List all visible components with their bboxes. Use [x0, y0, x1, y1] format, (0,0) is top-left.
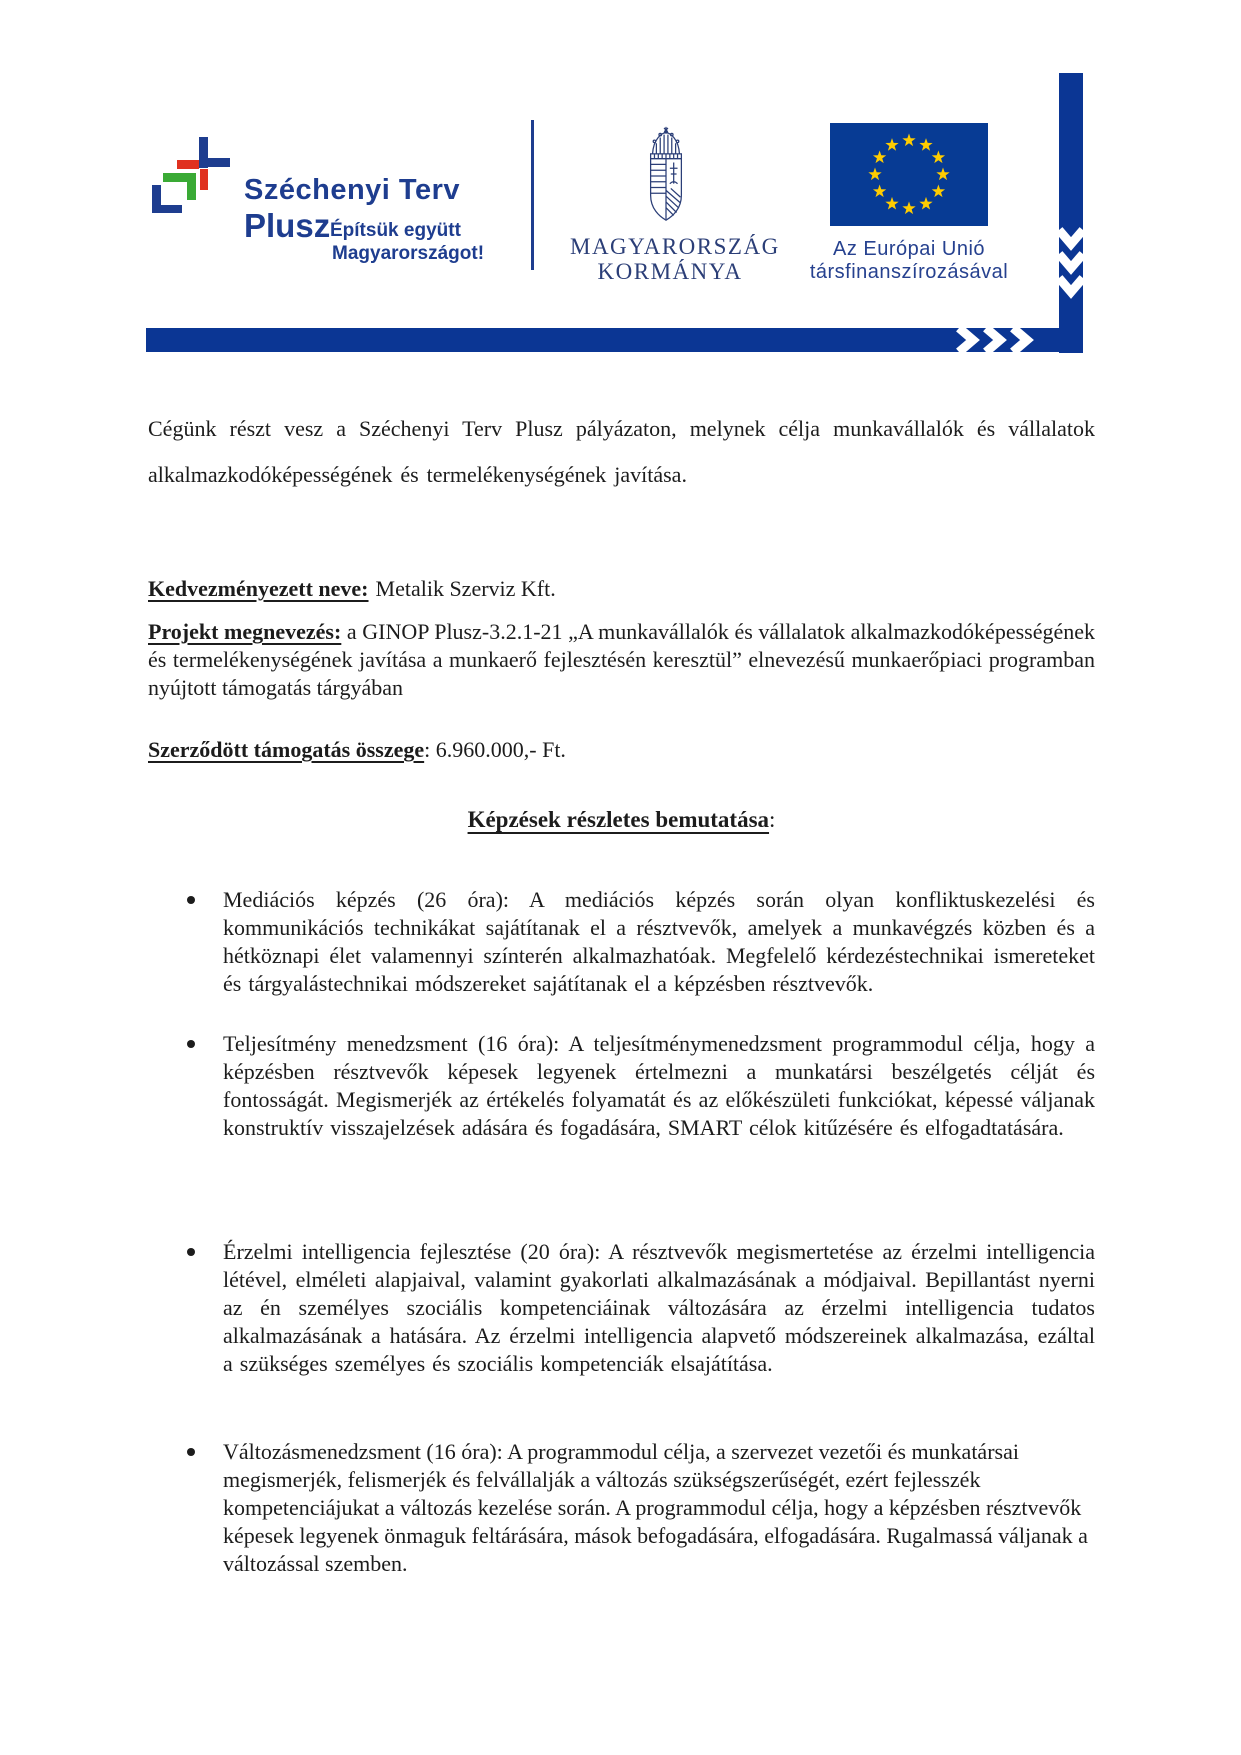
list-item: [148, 1238, 1095, 1378]
government-name-line1: MAGYARORSZÁG: [570, 234, 780, 259]
bullet-dot: [187, 1448, 195, 1456]
beneficiary-label: Kedvezményezett neve:: [148, 576, 369, 601]
training-performance-management: Teljesítmény menedzsment (16 óra): A teljesítménymenedzsment programmodul célja, hogy a képzésben résztvevők képesek legyenek értelmezni a munkatársi beszélgetés célját és fontosságát. Megismerjék az értékelés folyamatát és az előkészületi funkciókat, képessé váljanak konstruktív visszajelzések adására és fogadására, SMART célok kitűzésére és elfogadtatására.: [223, 1031, 1095, 1140]
hungary-coat-of-arms-icon: [641, 124, 691, 226]
bullet-dot: [187, 896, 195, 904]
project-label: Projekt megnevezés:: [148, 619, 342, 644]
chevrons-right-bar-icon: [146, 328, 1083, 352]
intro-paragraph: Cégünk részt vesz a Széchenyi Terv Plusz pályázaton, melynek célja munkavállalók és vállalatok alkalmazkodóképességének és termelékenységének javítása.: [148, 416, 1095, 487]
amount-value: : 6.960.000,- Ft.: [424, 737, 566, 762]
eu-flag-icon: [830, 123, 988, 226]
szechenyi-logo-plusz: Plusz: [244, 207, 331, 244]
government-name-line2: KORMÁNYA: [597, 259, 743, 284]
bullet-dot: [187, 1040, 195, 1048]
list-item: [148, 886, 1095, 998]
training-mediation: Mediációs képzés (26 óra): A mediációs képzés során olyan konfliktuskezelési és kommunikációs technikákat sajátítanak el a résztvevők, amelyek a munkavégzés közben és a hétköznapi élet valamennyi színterén alkalmazhatóak. Megfelelő kérdezéstechnikai ismereteket és tárgyalástechnikai módszereket sajátítanak el a képzésben résztvevők.: [223, 887, 1095, 996]
list-item: [148, 1438, 1095, 1578]
beneficiary-value: Metalik Szerviz Kft.: [375, 576, 556, 601]
szechenyi-logo-tagline-1: Építsük együtt: [330, 220, 461, 241]
szechenyi-plusz-cross-icon: [150, 137, 232, 217]
list-item: [148, 1030, 1095, 1142]
section-heading: Képzések részletes bemutatása:: [467, 807, 776, 833]
header-divider: [531, 120, 534, 270]
amount-field: [148, 735, 1095, 765]
training-emotional-intelligence: Érzelmi intelligencia fejlesztése (20 óra): A résztvevők megismertetése az érzelmi intelligencia létével, elméleti alapjaival, valamint gyakorlati alkalmazásának a módjaival. Bepillantást nyerni az én személyes szociális kompetenciáinak változására az érzelmi intelligencia tudatos alkalmazásának a hatására. Az érzelmi intelligencia alapvető módszereinek alkalmazása, ezáltal a szükséges személyes és szociális kompetenciák elsajátítása.: [223, 1239, 1095, 1376]
eu-caption-line2: társfinanszírozásával: [809, 261, 1009, 283]
bullet-dot: [187, 1248, 195, 1256]
szechenyi-logo-tagline-2: Magyarországot!: [332, 243, 485, 264]
beneficiary-field: [148, 574, 1095, 604]
eu-caption-line1: Az Európai Unió: [832, 238, 986, 260]
chevrons-down-bar-icon: [1059, 73, 1083, 353]
amount-label: Szerződött támogatás összege: [148, 737, 425, 762]
training-change-management: Változásmenedzsment (16 óra): A programmodul célja, a szervezet vezetői és munkatársai megismerjék, felismerjék és felvállalják a változás szükségszerűségét, ezért fejlesszék kompetenciájukat a változás kezelése során. A programmodul célja, hogy a képzésben résztvevők képesek legyenek önmaguk feltárására, mások befogadására, elfogadására. Rugalmassá váljanak a változással szemben.: [223, 1439, 1088, 1576]
szechenyi-logo-title: Széchenyi Terv: [244, 174, 461, 206]
project-value: a GINOP Plusz-3.2.1-21 „A munkavállalók és vállalatok alkalmazkodóképességének és termelékenységének javítása a munkaerő fejlesztésén keresztül” elnevezésű munkaerőpiaci programban nyújtott támogatás tárgyában: [148, 619, 1096, 700]
project-field: [148, 618, 1095, 702]
